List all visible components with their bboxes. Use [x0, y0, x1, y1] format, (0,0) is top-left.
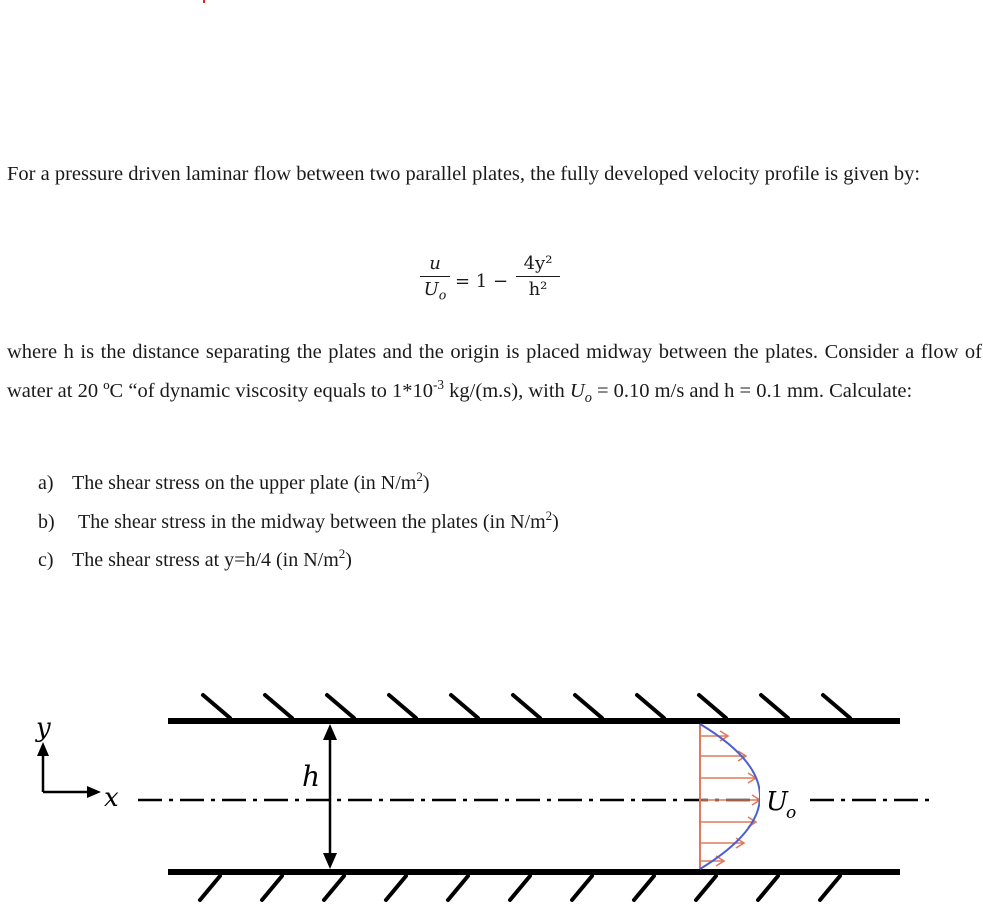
question-marker: b)	[38, 510, 55, 533]
intro-text: For a pressure driven laminar flow between two parallel plates, the fully developed velocity profile is given by:	[7, 163, 921, 185]
intro-paragraph	[7, 155, 982, 194]
velocity-profile-equation	[420, 253, 580, 317]
uo-symbol: U	[569, 379, 585, 402]
x-axis-arrowhead	[87, 786, 101, 798]
question-list	[38, 464, 559, 580]
gap-label: h	[302, 760, 321, 793]
gap-arrowhead-top	[323, 724, 337, 740]
coordinate-axes	[43, 753, 90, 792]
list-item: a) The shear stress on the upper plate (in $N/m^2$)	[38, 464, 559, 503]
context-text-2: kg/(m.s), with	[444, 379, 570, 402]
upper-wall-hatching	[203, 695, 850, 718]
profile-arrows	[700, 731, 760, 866]
uo-subscript: o	[584, 389, 592, 406]
y-axis-arrowhead	[37, 742, 49, 756]
equals-one-minus: = 1 −	[455, 271, 509, 292]
gap-arrowhead-bottom	[323, 853, 337, 869]
svg-text:o: o	[786, 803, 797, 823]
lower-wall-hatching	[200, 876, 840, 900]
parallel-plates-diagram	[0, 680, 983, 910]
list-item: b) The shear stress in the midway between the plates (in $N/m^2$)	[38, 503, 559, 542]
question-marker: a)	[38, 472, 54, 494]
velocity-label	[760, 782, 804, 823]
viscosity-exponent: -3	[432, 376, 445, 392]
lhs-fraction	[420, 253, 450, 302]
lhs-numerator: u	[429, 253, 441, 274]
svg-text:U: U	[766, 787, 788, 817]
lhs-denominator: $U_o$	[423, 279, 447, 303]
question-text: The shear stress in the midway between the plates (in N/m	[78, 510, 546, 533]
rhs-numerator: 4y²	[523, 253, 553, 274]
question-text: The shear stress at y=h/4 (in N/m	[72, 549, 339, 571]
red-dot-mark	[203, 0, 205, 3]
context-text-1: where h is the distance separating the plates and the origin is placed midway between the plates. Consider a flow of water at 20 ºC “of dynamic viscosity equals to 1*10	[7, 341, 982, 402]
context-paragraph	[7, 333, 982, 417]
y-axis-label: y	[36, 713, 51, 743]
rhs-denominator: h²	[528, 279, 548, 300]
rhs-fraction	[516, 253, 560, 300]
question-text: The shear stress on the upper plate (in N/m	[72, 472, 417, 494]
velocity-profile-curve	[700, 724, 760, 869]
x-axis-label: x	[104, 783, 119, 813]
context-text-3: = 0.10 m/s and h = 0.1 mm. Calculate:	[591, 379, 913, 402]
question-marker: c)	[38, 549, 54, 571]
list-item: c) The shear stress at y=h/4 (in $N/m^2$)	[38, 541, 559, 580]
